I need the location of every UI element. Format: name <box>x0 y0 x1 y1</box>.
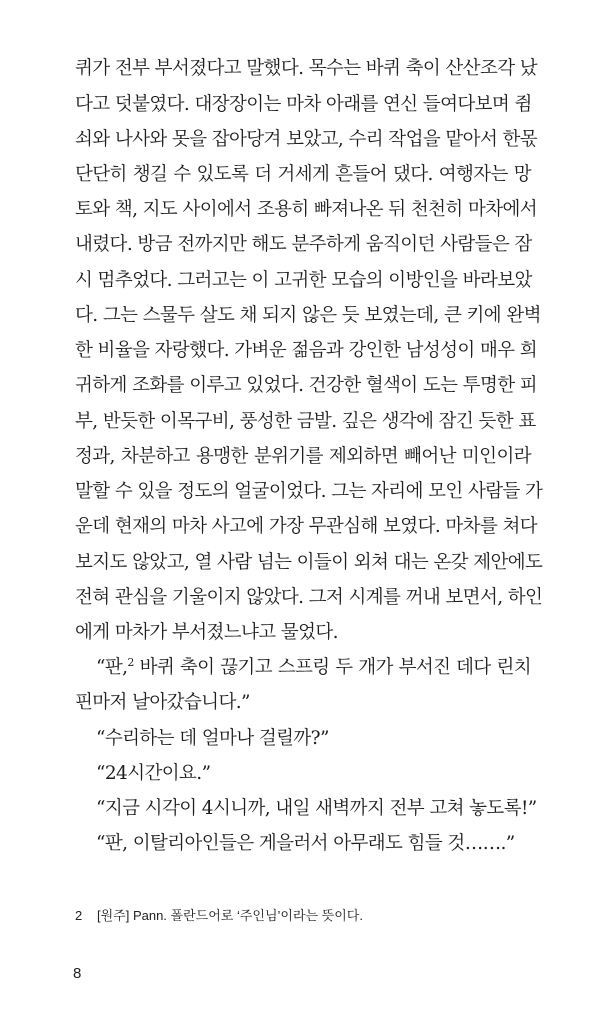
dialogue-line: 핀마저 날아갔습니다.” <box>75 692 250 713</box>
body-line: 다고 덧붙였다. 대장장이는 마차 아래를 연신 들여다보며 쥠 <box>75 94 532 115</box>
body-line: 토와 책, 지도 사이에서 조용히 빠져나온 뒤 천천히 마차에서 <box>75 199 538 220</box>
body-line: 한 비율을 자랑했다. 가벼운 젊음과 강인한 남성성이 매우 희 <box>75 340 538 361</box>
body-line: 퀴가 전부 부서졌다고 말했다. 목수는 바퀴 축이 산산조각 났 <box>75 58 538 79</box>
body-line: 보지도 않았고, 열 사람 넘는 이들이 외쳐 대는 온갖 제안에도 <box>75 552 543 573</box>
body-line: 귀하게 조화를 이루고 있었다. 건강한 혈색이 도는 투명한 피 <box>75 375 538 396</box>
dialogue-text: 바퀴 축이 끊기고 스프링 두 개가 부서진 데다 린치 <box>133 657 531 678</box>
body-line: 정과, 차분하고 용맹한 분위기를 제외하면 빼어난 미인이라 <box>75 446 531 467</box>
body-line: 부, 반듯한 이목구비, 풍성한 금발. 깊은 생각에 잠긴 듯한 표 <box>75 411 536 432</box>
footnote-reference: 2 <box>127 655 134 669</box>
dialogue-line <box>96 656 531 680</box>
footnote-number: 2 <box>75 908 83 923</box>
footnote-text: [원주] Pann. 폴란드어로 ‘주인님’이라는 뜻이다. <box>97 908 363 923</box>
page-number: 8 <box>73 965 82 982</box>
dialogue-text: “판, <box>96 657 128 678</box>
dialogue-line: “판, 이탈리아인들은 게을러서 아무래도 힘들 것…….” <box>96 833 515 854</box>
body-line: 말할 수 있을 정도의 얼굴이었다. 그는 자리에 모인 사람들 가 <box>75 481 543 502</box>
footnote <box>75 907 363 925</box>
body-line: 운데 현재의 마차 사고에 가장 무관심해 보였다. 마차를 쳐다 <box>75 516 538 537</box>
dialogue-line: “지금 시각이 4시니까, 내일 새벽까지 전부 고쳐 놓도록!” <box>96 798 537 819</box>
dialogue-line: “수리하는 데 얼마나 걸릴까?” <box>96 728 329 749</box>
body-line: 시 멈추었다. 그러고는 이 고귀한 모습의 이방인을 바라보았 <box>75 270 532 291</box>
body-line: 쇠와 나사와 못을 잡아당겨 보았고, 수리 작업을 맡아서 한몫 <box>75 129 538 150</box>
body-line: 내렸다. 방금 전까지만 해도 분주하게 움직이던 사람들은 잠 <box>75 234 532 255</box>
body-line: 전혀 관심을 기울이지 않았다. 그저 시계를 꺼내 보면서, 하인 <box>75 587 543 608</box>
body-line: 단단히 챙길 수 있도록 더 거세게 흔들어 댔다. 여행자는 망 <box>75 164 531 185</box>
body-line: 다. 그는 스물두 살도 채 되지 않은 듯 보였는데, 큰 키에 완벽 <box>75 305 541 326</box>
body-line: 에게 마차가 부서졌느냐고 물었다. <box>75 622 338 643</box>
dialogue-line: “24시간이요.” <box>96 763 211 784</box>
